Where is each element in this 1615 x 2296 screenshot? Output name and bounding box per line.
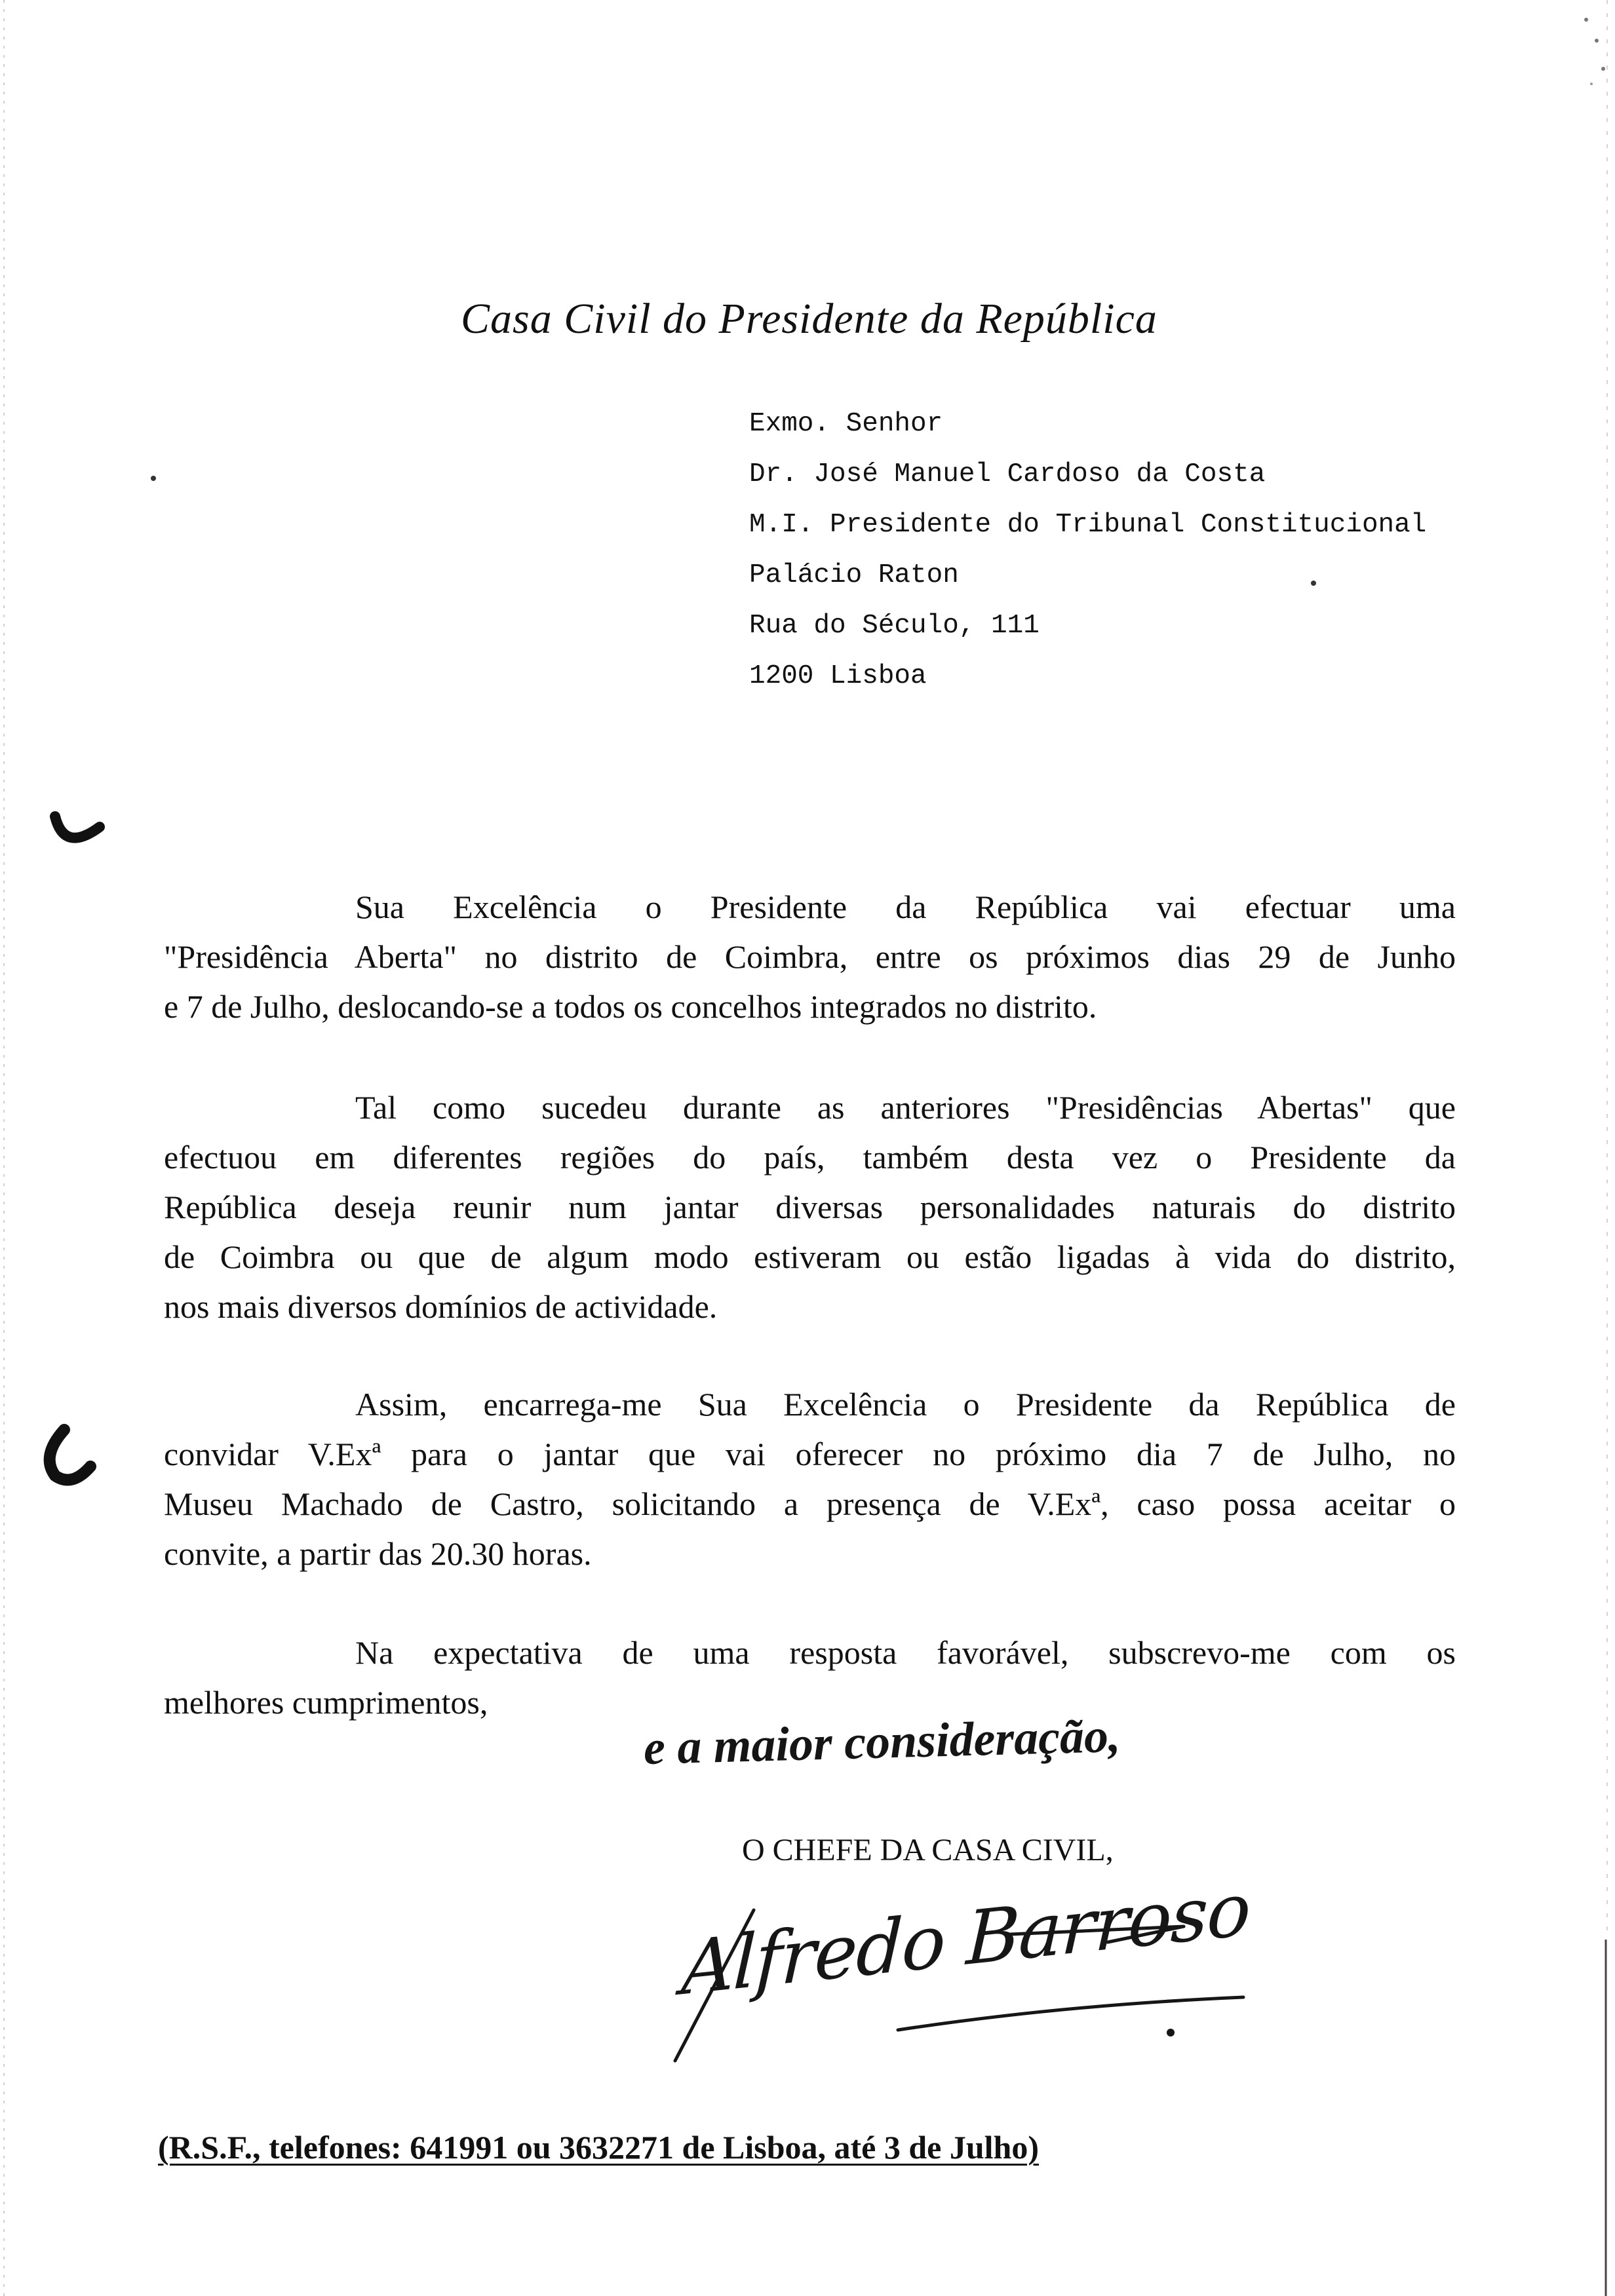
paragraph-line: Na expectativa de uma resposta favorável, subscrevo-me com os bbox=[355, 1634, 1456, 1671]
paragraph-line: Assim, encarrega-me Sua Excelência o Presidente da República de bbox=[355, 1386, 1456, 1423]
paragraph-line: República deseja reunir num jantar diversas personalidades naturais do distrito bbox=[164, 1189, 1456, 1225]
address-line: Rua do Século, 111 bbox=[749, 611, 1040, 641]
paragraph-line: convite, a partir das 20.30 horas. bbox=[164, 1535, 592, 1572]
paragraph-line: efectuou em diferentes regiões do país, também desta vez o Presidente da bbox=[164, 1139, 1456, 1176]
paragraph-2 bbox=[164, 1082, 1456, 1331]
paragraph-3 bbox=[164, 1379, 1456, 1578]
scan-speck bbox=[1601, 67, 1605, 71]
paragraph-line: e 7 de Julho, deslocando-se a todos os concelhos integrados no distrito. bbox=[164, 988, 1097, 1025]
paragraph-line: de Coimbra ou que de algum modo estiveram ou estão ligadas à vida do distrito, bbox=[164, 1238, 1456, 1275]
paragraph-line: Museu Machado de Castro, solicitando a presença de V.Exª, caso possa aceitar o bbox=[164, 1485, 1456, 1522]
paragraph-line: "Presidência Aberta" no distrito de Coimbra, entre os próximos dias 29 de Junho bbox=[164, 938, 1456, 975]
address-line: 1200 Lisboa bbox=[749, 661, 927, 691]
recipient-address bbox=[749, 399, 1426, 702]
footer-note: (R.S.F., telefones: 641991 ou 3632271 de Lisboa, até 3 de Julho) bbox=[158, 2129, 1040, 2166]
punch-hole-mark bbox=[50, 1430, 90, 1480]
punch-hole-mark bbox=[55, 816, 100, 838]
paragraph-line: Sua Excelência o Presidente da República vai efectuar uma bbox=[355, 889, 1456, 925]
letterhead: Casa Civil do Presidente da República bbox=[461, 295, 1158, 343]
scan-speck bbox=[1595, 39, 1599, 43]
paragraph-line: nos mais diversos domínios de actividade. bbox=[164, 1288, 718, 1325]
address-line: M.I. Presidente do Tribunal Constitucional bbox=[749, 510, 1427, 540]
paragraph-line: Tal como sucedeu durante as anteriores "Presidências Abertas" que bbox=[355, 1089, 1456, 1126]
paragraph-line: melhores cumprimentos, bbox=[164, 1684, 488, 1721]
signature-stroke bbox=[898, 1997, 1243, 2030]
scan-speck bbox=[151, 476, 156, 481]
paragraph-line: convidar V.Exª para o jantar que vai oferecer no próximo dia 7 de Julho, no bbox=[164, 1436, 1456, 1472]
scan-speck bbox=[1590, 83, 1593, 85]
signature: Alfredo Barroso bbox=[680, 1866, 1251, 2012]
paragraph-1 bbox=[164, 882, 1456, 1031]
address-line: Dr. José Manuel Cardoso da Costa bbox=[749, 459, 1266, 489]
signature-dot bbox=[1167, 2029, 1175, 2037]
handwritten-closing: e a maior consideração, bbox=[642, 1708, 1121, 1775]
address-line: Exmo. Senhor bbox=[749, 409, 943, 439]
scan-speck bbox=[1584, 18, 1588, 22]
signatory-title: O CHEFE DA CASA CIVIL, bbox=[742, 1833, 1114, 1867]
address-line: Palácio Raton bbox=[749, 560, 959, 590]
